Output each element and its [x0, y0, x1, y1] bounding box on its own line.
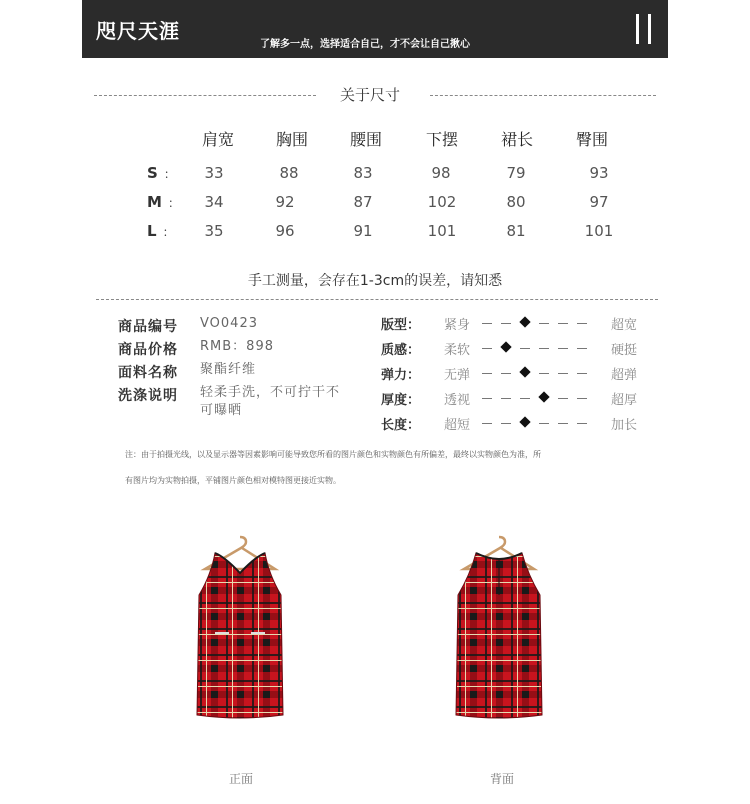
table-cell: 87	[353, 193, 373, 211]
scale-dash	[575, 340, 589, 356]
scale-dash	[556, 390, 570, 406]
double-bar-icon	[636, 14, 654, 44]
color-disclaimer	[125, 442, 645, 494]
scale-dash	[556, 365, 570, 381]
scale-dash	[537, 365, 551, 381]
attribute-min-label: 紧身	[444, 318, 471, 333]
attribute-name: 厚度：	[381, 393, 421, 408]
column-header: 腰围	[349, 130, 383, 149]
scale-dash	[575, 390, 589, 406]
attribute-max-label: 超宽	[611, 318, 638, 333]
header-banner	[82, 0, 668, 58]
table-cell: 35	[204, 222, 224, 240]
attribute-min-label: 超短	[444, 418, 471, 433]
scale-dash	[537, 315, 551, 331]
disclaimer-line: 有图片均为实物拍摄，平铺图片颜色相对模特图更接近实物。	[125, 476, 341, 485]
attribute-min-label: 柔软	[444, 343, 471, 358]
attribute-max-label: 加长	[611, 418, 638, 433]
column-header: 裙长	[500, 130, 534, 149]
product-code-label: 商品编号	[118, 319, 178, 335]
washing-value: 轻柔手洗，不可拧干不可曝晒	[200, 385, 341, 418]
table-cell: 101	[427, 222, 457, 240]
fabric-label: 面料名称	[118, 365, 178, 381]
divider-right	[430, 95, 656, 96]
diamond-marker-icon	[537, 390, 551, 406]
scale-dash	[575, 315, 589, 331]
attribute-name: 弹力：	[381, 368, 421, 383]
table-cell: 102	[427, 193, 457, 211]
table-cell: 92	[275, 193, 295, 211]
product-code-value: VO0423	[200, 316, 258, 331]
diamond-marker-icon	[518, 365, 532, 381]
scale-dash	[480, 315, 494, 331]
scale-dash	[575, 365, 589, 381]
scale-dash	[480, 415, 494, 431]
table-cell: 34	[204, 193, 224, 211]
diamond-marker-icon	[499, 340, 513, 356]
scale-dash	[499, 365, 513, 381]
table-cell: 91	[353, 222, 373, 240]
scale-dash	[556, 340, 570, 356]
scale-dash	[537, 340, 551, 356]
product-price-value: RMB：898	[200, 339, 274, 354]
size-label-l: L ：	[147, 222, 175, 240]
attribute-max-label: 硬挺	[611, 343, 638, 358]
divider-left	[94, 95, 316, 96]
size-label-s: S ：	[147, 164, 176, 182]
scale-dash	[518, 340, 532, 356]
fabric-value: 聚酯纤维	[200, 362, 257, 377]
attribute-name: 版型：	[381, 318, 421, 333]
attribute-max-label: 超厚	[611, 393, 638, 408]
table-cell: 101	[584, 222, 614, 240]
attribute-min-label: 透视	[444, 393, 471, 408]
attribute-min-label: 无弹	[444, 368, 471, 383]
scale-dash	[480, 390, 494, 406]
disclaimer-line: 注：由于拍摄光线，以及显示器等因素影响可能导致您所看的图片颜色和实物颜色有所偏差，最终以实物颜色为准，所	[125, 450, 541, 459]
back-caption: 背面	[489, 772, 515, 786]
table-cell: 98	[431, 164, 451, 182]
scale-dash	[537, 415, 551, 431]
scale-dash	[556, 415, 570, 431]
column-header: 臀围	[575, 130, 609, 149]
diamond-marker-icon	[518, 315, 532, 331]
brand-title: 咫尺天涯	[96, 19, 180, 43]
attribute-name: 长度：	[381, 418, 421, 433]
table-cell: 97	[589, 193, 609, 211]
table-cell: 88	[279, 164, 299, 182]
attribute-name: 质感：	[381, 343, 421, 358]
scale-dash	[575, 415, 589, 431]
scale-dash	[556, 315, 570, 331]
dress-back-photo	[444, 535, 554, 725]
dress-front-photo	[185, 535, 295, 725]
measurement-note: 手工测量，会存在1-3cm的误差，请知悉	[247, 273, 503, 289]
scale-dash	[499, 390, 513, 406]
scale-dash	[499, 315, 513, 331]
column-header: 肩宽	[201, 130, 235, 149]
table-cell: 81	[506, 222, 526, 240]
washing-label: 洗涤说明	[118, 388, 178, 404]
divider-full	[96, 299, 658, 300]
size-section-title: 关于尺寸	[340, 86, 401, 104]
size-label-m: M ：	[147, 193, 180, 211]
column-header: 下摆	[425, 130, 459, 149]
scale-dash	[518, 390, 532, 406]
scale-dash	[499, 415, 513, 431]
table-cell: 33	[204, 164, 224, 182]
diamond-marker-icon	[518, 415, 532, 431]
table-cell: 93	[589, 164, 609, 182]
front-caption: 正面	[228, 772, 254, 786]
table-cell: 83	[353, 164, 373, 182]
header-slogan: 了解多一点，选择适合自己，才不会让自己揪心	[260, 39, 470, 50]
table-cell: 79	[506, 164, 526, 182]
attribute-max-label: 超弹	[611, 368, 638, 383]
scale-dash	[480, 365, 494, 381]
product-price-label: 商品价格	[118, 342, 178, 358]
table-cell: 80	[506, 193, 526, 211]
column-header: 胸围	[275, 130, 309, 149]
table-cell: 96	[275, 222, 295, 240]
scale-dash	[480, 340, 494, 356]
